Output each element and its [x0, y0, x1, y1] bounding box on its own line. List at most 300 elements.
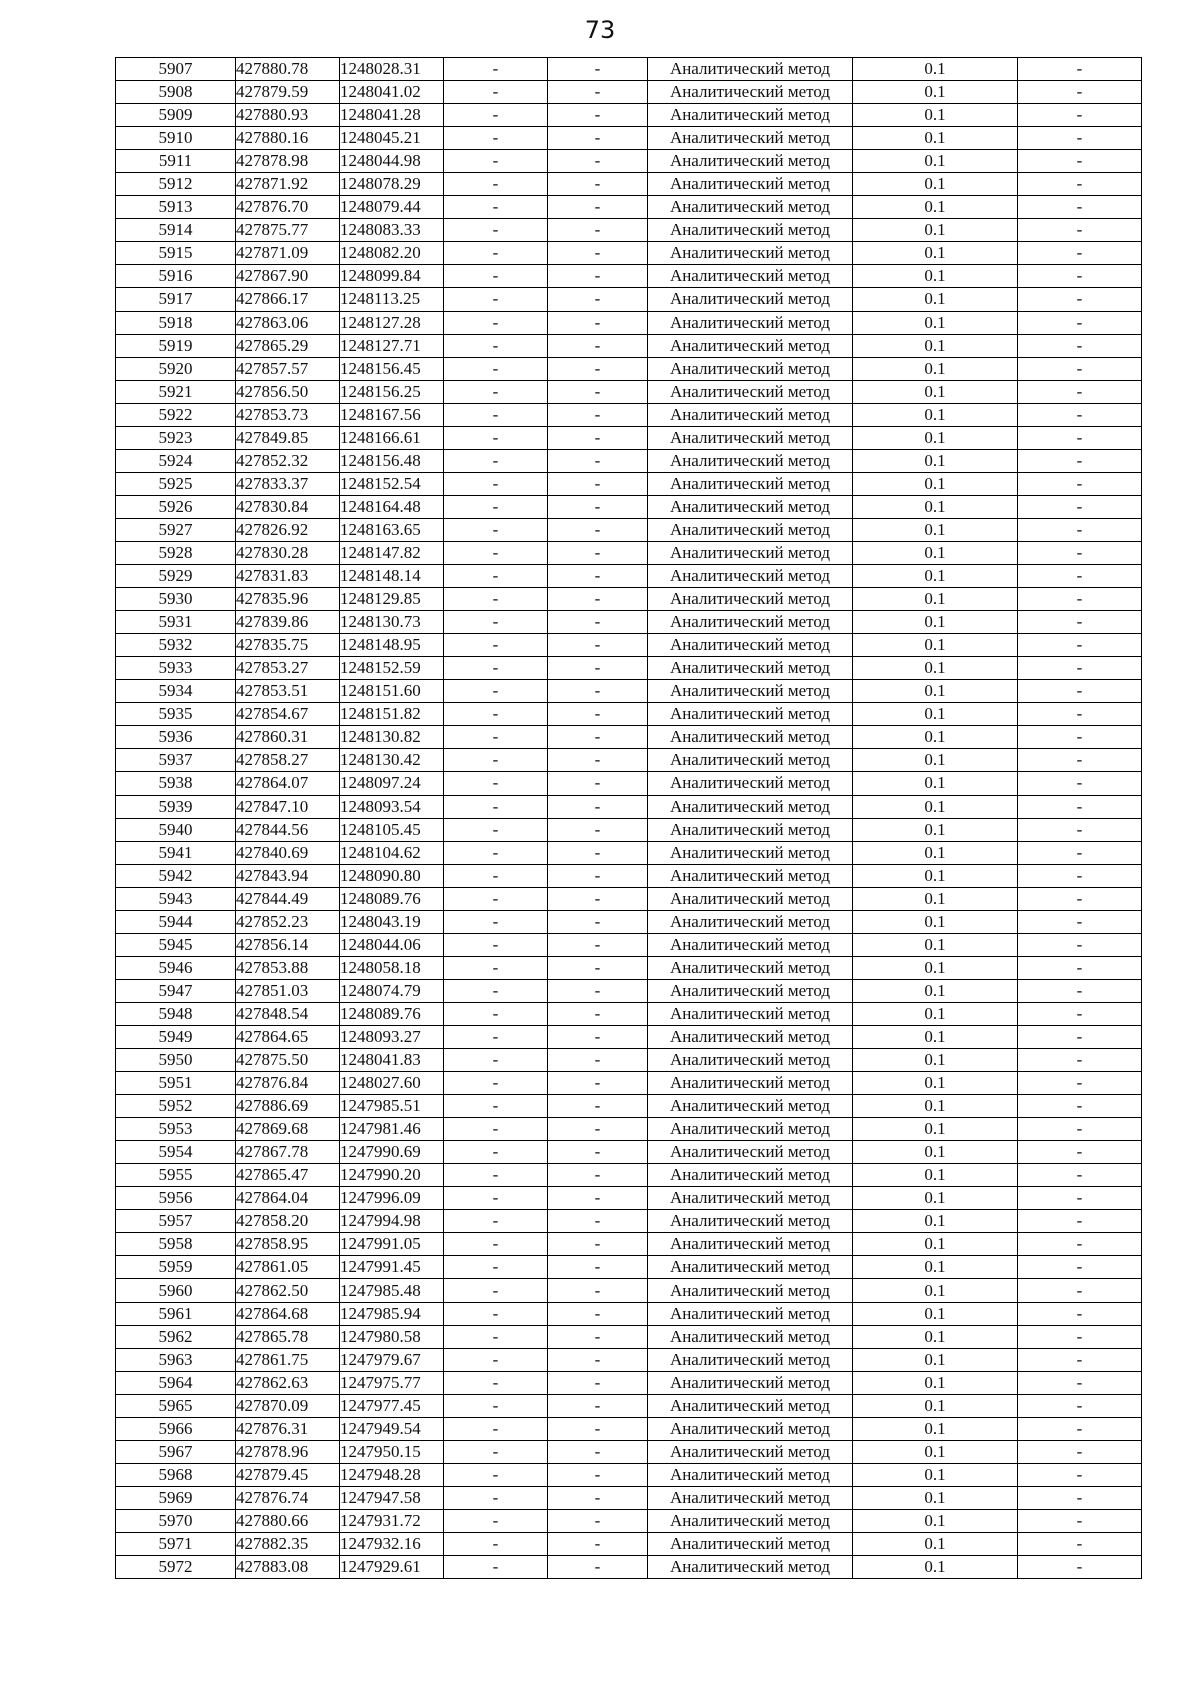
accuracy-cell: 0.1 — [853, 1187, 1018, 1210]
accuracy-cell: 0.1 — [853, 219, 1018, 242]
table-row — [116, 334, 1142, 357]
accuracy-cell: 0.1 — [853, 58, 1018, 81]
x-coordinate-cell: 427882.35 — [236, 1533, 340, 1556]
table-row — [116, 772, 1142, 795]
point-number-cell: 5923 — [116, 426, 236, 449]
accuracy-cell: 0.1 — [853, 334, 1018, 357]
empty-value-cell: - — [1018, 611, 1142, 634]
empty-value-cell: - — [444, 818, 548, 841]
y-coordinate-cell: 1248148.95 — [340, 634, 444, 657]
x-coordinate-cell: 427878.98 — [236, 150, 340, 173]
empty-value-cell: - — [548, 703, 648, 726]
accuracy-cell: 0.1 — [853, 265, 1018, 288]
y-coordinate-cell: 1248078.29 — [340, 173, 444, 196]
point-number-cell: 5927 — [116, 518, 236, 541]
empty-value-cell: - — [444, 1556, 548, 1579]
empty-value-cell: - — [1018, 334, 1142, 357]
x-coordinate-cell: 427878.96 — [236, 1440, 340, 1463]
y-coordinate-cell: 1247994.98 — [340, 1210, 444, 1233]
x-coordinate-cell: 427865.29 — [236, 334, 340, 357]
point-number-cell: 5934 — [116, 680, 236, 703]
accuracy-cell: 0.1 — [853, 1049, 1018, 1072]
x-coordinate-cell: 427862.50 — [236, 1279, 340, 1302]
empty-value-cell: - — [1018, 127, 1142, 150]
method-cell: Аналитический метод — [648, 495, 853, 518]
empty-value-cell: - — [1018, 1210, 1142, 1233]
empty-value-cell: - — [1018, 749, 1142, 772]
point-number-cell: 5962 — [116, 1325, 236, 1348]
empty-value-cell: - — [1018, 1440, 1142, 1463]
accuracy-cell: 0.1 — [853, 841, 1018, 864]
table-row — [116, 611, 1142, 634]
empty-value-cell: - — [1018, 680, 1142, 703]
y-coordinate-cell: 1248127.28 — [340, 311, 444, 334]
empty-value-cell: - — [548, 1463, 648, 1486]
table-row — [116, 495, 1142, 518]
y-coordinate-cell: 1248152.59 — [340, 657, 444, 680]
y-coordinate-cell: 1248151.60 — [340, 680, 444, 703]
method-cell: Аналитический метод — [648, 1164, 853, 1187]
empty-value-cell: - — [444, 1233, 548, 1256]
table-row — [116, 1302, 1142, 1325]
point-number-cell: 5961 — [116, 1302, 236, 1325]
empty-value-cell: - — [548, 81, 648, 104]
x-coordinate-cell: 427863.06 — [236, 311, 340, 334]
empty-value-cell: - — [1018, 1486, 1142, 1509]
empty-value-cell: - — [548, 933, 648, 956]
y-coordinate-cell: 1247990.20 — [340, 1164, 444, 1187]
empty-value-cell: - — [548, 196, 648, 219]
point-number-cell: 5951 — [116, 1072, 236, 1095]
y-coordinate-cell: 1248093.54 — [340, 795, 444, 818]
y-coordinate-cell: 1247996.09 — [340, 1187, 444, 1210]
table-row — [116, 703, 1142, 726]
empty-value-cell: - — [548, 588, 648, 611]
empty-value-cell: - — [548, 1002, 648, 1025]
y-coordinate-cell: 1247991.05 — [340, 1233, 444, 1256]
empty-value-cell: - — [548, 357, 648, 380]
y-coordinate-cell: 1248093.27 — [340, 1025, 444, 1048]
empty-value-cell: - — [548, 726, 648, 749]
y-coordinate-cell: 1247947.58 — [340, 1486, 444, 1509]
table-row — [116, 380, 1142, 403]
method-cell: Аналитический метод — [648, 403, 853, 426]
empty-value-cell: - — [548, 1279, 648, 1302]
point-number-cell: 5921 — [116, 380, 236, 403]
empty-value-cell: - — [444, 472, 548, 495]
y-coordinate-cell: 1248164.48 — [340, 495, 444, 518]
table-row — [116, 749, 1142, 772]
method-cell: Аналитический метод — [648, 1440, 853, 1463]
y-coordinate-cell: 1247985.94 — [340, 1302, 444, 1325]
empty-value-cell: - — [1018, 472, 1142, 495]
accuracy-cell: 0.1 — [853, 1233, 1018, 1256]
empty-value-cell: - — [1018, 1279, 1142, 1302]
y-coordinate-cell: 1248044.98 — [340, 150, 444, 173]
empty-value-cell: - — [1018, 1072, 1142, 1095]
x-coordinate-cell: 427876.74 — [236, 1486, 340, 1509]
x-coordinate-cell: 427880.93 — [236, 104, 340, 127]
table-row — [116, 265, 1142, 288]
y-coordinate-cell: 1248074.79 — [340, 979, 444, 1002]
empty-value-cell: - — [548, 173, 648, 196]
x-coordinate-cell: 427867.78 — [236, 1141, 340, 1164]
empty-value-cell: - — [548, 1486, 648, 1509]
x-coordinate-cell: 427886.69 — [236, 1095, 340, 1118]
empty-value-cell: - — [444, 1072, 548, 1095]
method-cell: Аналитический метод — [648, 1141, 853, 1164]
empty-value-cell: - — [1018, 242, 1142, 265]
y-coordinate-cell: 1248041.83 — [340, 1049, 444, 1072]
point-number-cell: 5953 — [116, 1118, 236, 1141]
empty-value-cell: - — [1018, 81, 1142, 104]
point-number-cell: 5971 — [116, 1533, 236, 1556]
method-cell: Аналитический метод — [648, 565, 853, 588]
x-coordinate-cell: 427851.03 — [236, 979, 340, 1002]
table-row — [116, 403, 1142, 426]
x-coordinate-cell: 427847.10 — [236, 795, 340, 818]
method-cell: Аналитический метод — [648, 1279, 853, 1302]
table-row — [116, 726, 1142, 749]
y-coordinate-cell: 1248044.06 — [340, 933, 444, 956]
accuracy-cell: 0.1 — [853, 1002, 1018, 1025]
x-coordinate-cell: 427867.90 — [236, 265, 340, 288]
point-number-cell: 5949 — [116, 1025, 236, 1048]
accuracy-cell: 0.1 — [853, 887, 1018, 910]
empty-value-cell: - — [1018, 1417, 1142, 1440]
empty-value-cell: - — [444, 104, 548, 127]
table-row — [116, 104, 1142, 127]
point-number-cell: 5957 — [116, 1210, 236, 1233]
point-number-cell: 5943 — [116, 887, 236, 910]
point-number-cell: 5938 — [116, 772, 236, 795]
y-coordinate-cell: 1247975.77 — [340, 1371, 444, 1394]
x-coordinate-cell: 427826.92 — [236, 518, 340, 541]
method-cell: Аналитический метод — [648, 426, 853, 449]
point-number-cell: 5941 — [116, 841, 236, 864]
x-coordinate-cell: 427833.37 — [236, 472, 340, 495]
empty-value-cell: - — [444, 657, 548, 680]
empty-value-cell: - — [444, 1002, 548, 1025]
empty-value-cell: - — [548, 956, 648, 979]
empty-value-cell: - — [1018, 1348, 1142, 1371]
accuracy-cell: 0.1 — [853, 196, 1018, 219]
y-coordinate-cell: 1248058.18 — [340, 956, 444, 979]
empty-value-cell: - — [548, 1256, 648, 1279]
empty-value-cell: - — [1018, 1394, 1142, 1417]
y-coordinate-cell: 1248028.31 — [340, 58, 444, 81]
method-cell: Аналитический метод — [648, 1394, 853, 1417]
empty-value-cell: - — [444, 634, 548, 657]
x-coordinate-cell: 427856.14 — [236, 933, 340, 956]
empty-value-cell: - — [548, 749, 648, 772]
empty-value-cell: - — [548, 1509, 648, 1532]
method-cell: Аналитический метод — [648, 1210, 853, 1233]
table-row — [116, 1072, 1142, 1095]
method-cell: Аналитический метод — [648, 588, 853, 611]
method-cell: Аналитический метод — [648, 81, 853, 104]
empty-value-cell: - — [444, 150, 548, 173]
point-number-cell: 5968 — [116, 1463, 236, 1486]
empty-value-cell: - — [444, 495, 548, 518]
empty-value-cell: - — [444, 196, 548, 219]
method-cell: Аналитический метод — [648, 1556, 853, 1579]
point-number-cell: 5948 — [116, 1002, 236, 1025]
accuracy-cell: 0.1 — [853, 680, 1018, 703]
coordinates-table — [115, 57, 1142, 1579]
method-cell: Аналитический метод — [648, 334, 853, 357]
empty-value-cell: - — [444, 1463, 548, 1486]
point-number-cell: 5933 — [116, 657, 236, 680]
empty-value-cell: - — [444, 1095, 548, 1118]
empty-value-cell: - — [548, 1556, 648, 1579]
point-number-cell: 5907 — [116, 58, 236, 81]
empty-value-cell: - — [1018, 403, 1142, 426]
y-coordinate-cell: 1248082.20 — [340, 242, 444, 265]
point-number-cell: 5926 — [116, 495, 236, 518]
point-number-cell: 5912 — [116, 173, 236, 196]
x-coordinate-cell: 427844.49 — [236, 887, 340, 910]
point-number-cell: 5935 — [116, 703, 236, 726]
accuracy-cell: 0.1 — [853, 1256, 1018, 1279]
empty-value-cell: - — [444, 611, 548, 634]
accuracy-cell: 0.1 — [853, 749, 1018, 772]
empty-value-cell: - — [548, 818, 648, 841]
empty-value-cell: - — [444, 288, 548, 311]
y-coordinate-cell: 1248041.28 — [340, 104, 444, 127]
empty-value-cell: - — [548, 1049, 648, 1072]
accuracy-cell: 0.1 — [853, 611, 1018, 634]
accuracy-cell: 0.1 — [853, 357, 1018, 380]
empty-value-cell: - — [548, 219, 648, 242]
method-cell: Аналитический метод — [648, 357, 853, 380]
empty-value-cell: - — [548, 841, 648, 864]
y-coordinate-cell: 1248027.60 — [340, 1072, 444, 1095]
table-row — [116, 1025, 1142, 1048]
x-coordinate-cell: 427875.77 — [236, 219, 340, 242]
empty-value-cell: - — [1018, 495, 1142, 518]
x-coordinate-cell: 427858.95 — [236, 1233, 340, 1256]
empty-value-cell: - — [1018, 1463, 1142, 1486]
empty-value-cell: - — [1018, 265, 1142, 288]
empty-value-cell: - — [1018, 565, 1142, 588]
x-coordinate-cell: 427871.92 — [236, 173, 340, 196]
table-row — [116, 1556, 1142, 1579]
table-row — [116, 956, 1142, 979]
point-number-cell: 5963 — [116, 1348, 236, 1371]
empty-value-cell: - — [444, 979, 548, 1002]
x-coordinate-cell: 427866.17 — [236, 288, 340, 311]
table-row — [116, 1049, 1142, 1072]
empty-value-cell: - — [1018, 1095, 1142, 1118]
method-cell: Аналитический метод — [648, 611, 853, 634]
point-number-cell: 5946 — [116, 956, 236, 979]
empty-value-cell: - — [548, 1072, 648, 1095]
method-cell: Аналитический метод — [648, 703, 853, 726]
accuracy-cell: 0.1 — [853, 1141, 1018, 1164]
method-cell: Аналитический метод — [648, 979, 853, 1002]
x-coordinate-cell: 427864.04 — [236, 1187, 340, 1210]
x-coordinate-cell: 427864.65 — [236, 1025, 340, 1048]
point-number-cell: 5958 — [116, 1233, 236, 1256]
table-row — [116, 1440, 1142, 1463]
method-cell: Аналитический метод — [648, 58, 853, 81]
empty-value-cell: - — [548, 657, 648, 680]
point-number-cell: 5972 — [116, 1556, 236, 1579]
x-coordinate-cell: 427862.63 — [236, 1371, 340, 1394]
table-row — [116, 311, 1142, 334]
x-coordinate-cell: 427871.09 — [236, 242, 340, 265]
accuracy-cell: 0.1 — [853, 818, 1018, 841]
method-cell: Аналитический метод — [648, 311, 853, 334]
method-cell: Аналитический метод — [648, 196, 853, 219]
accuracy-cell: 0.1 — [853, 1164, 1018, 1187]
empty-value-cell: - — [548, 288, 648, 311]
y-coordinate-cell: 1247931.72 — [340, 1509, 444, 1532]
point-number-cell: 5932 — [116, 634, 236, 657]
empty-value-cell: - — [548, 1440, 648, 1463]
x-coordinate-cell: 427876.31 — [236, 1417, 340, 1440]
table-row — [116, 219, 1142, 242]
point-number-cell: 5917 — [116, 288, 236, 311]
empty-value-cell: - — [444, 1533, 548, 1556]
method-cell: Аналитический метод — [648, 150, 853, 173]
empty-value-cell: - — [1018, 1049, 1142, 1072]
table-row — [116, 1164, 1142, 1187]
accuracy-cell: 0.1 — [853, 242, 1018, 265]
point-number-cell: 5955 — [116, 1164, 236, 1187]
x-coordinate-cell: 427844.56 — [236, 818, 340, 841]
table-row — [116, 426, 1142, 449]
method-cell: Аналитический метод — [648, 1118, 853, 1141]
empty-value-cell: - — [548, 634, 648, 657]
table-row — [116, 242, 1142, 265]
x-coordinate-cell: 427858.20 — [236, 1210, 340, 1233]
empty-value-cell: - — [444, 1394, 548, 1417]
table-row — [116, 979, 1142, 1002]
empty-value-cell: - — [444, 449, 548, 472]
empty-value-cell: - — [548, 449, 648, 472]
table-row — [116, 588, 1142, 611]
x-coordinate-cell: 427861.75 — [236, 1348, 340, 1371]
table-row — [116, 841, 1142, 864]
x-coordinate-cell: 427853.51 — [236, 680, 340, 703]
accuracy-cell: 0.1 — [853, 979, 1018, 1002]
empty-value-cell: - — [444, 242, 548, 265]
accuracy-cell: 0.1 — [853, 288, 1018, 311]
accuracy-cell: 0.1 — [853, 565, 1018, 588]
empty-value-cell: - — [444, 565, 548, 588]
empty-value-cell: - — [444, 173, 548, 196]
accuracy-cell: 0.1 — [853, 588, 1018, 611]
method-cell: Аналитический метод — [648, 634, 853, 657]
method-cell: Аналитический метод — [648, 1002, 853, 1025]
accuracy-cell: 0.1 — [853, 1325, 1018, 1348]
point-number-cell: 5922 — [116, 403, 236, 426]
x-coordinate-cell: 427857.57 — [236, 357, 340, 380]
method-cell: Аналитический метод — [648, 841, 853, 864]
table-row — [116, 127, 1142, 150]
empty-value-cell: - — [1018, 910, 1142, 933]
point-number-cell: 5913 — [116, 196, 236, 219]
empty-value-cell: - — [1018, 588, 1142, 611]
accuracy-cell: 0.1 — [853, 634, 1018, 657]
method-cell: Аналитический метод — [648, 1533, 853, 1556]
empty-value-cell: - — [1018, 956, 1142, 979]
y-coordinate-cell: 1247981.46 — [340, 1118, 444, 1141]
table-row — [116, 887, 1142, 910]
empty-value-cell: - — [1018, 1371, 1142, 1394]
method-cell: Аналитический метод — [648, 1417, 853, 1440]
method-cell: Аналитический метод — [648, 541, 853, 564]
y-coordinate-cell: 1248163.65 — [340, 518, 444, 541]
method-cell: Аналитический метод — [648, 1325, 853, 1348]
x-coordinate-cell: 427830.28 — [236, 541, 340, 564]
table-row — [116, 541, 1142, 564]
accuracy-cell: 0.1 — [853, 541, 1018, 564]
empty-value-cell: - — [444, 887, 548, 910]
accuracy-cell: 0.1 — [853, 380, 1018, 403]
y-coordinate-cell: 1247949.54 — [340, 1417, 444, 1440]
empty-value-cell: - — [444, 1417, 548, 1440]
accuracy-cell: 0.1 — [853, 864, 1018, 887]
method-cell: Аналитический метод — [648, 1302, 853, 1325]
x-coordinate-cell: 427875.50 — [236, 1049, 340, 1072]
y-coordinate-cell: 1248147.82 — [340, 541, 444, 564]
method-cell: Аналитический метод — [648, 173, 853, 196]
x-coordinate-cell: 427879.59 — [236, 81, 340, 104]
point-number-cell: 5936 — [116, 726, 236, 749]
empty-value-cell: - — [1018, 518, 1142, 541]
empty-value-cell: - — [1018, 1164, 1142, 1187]
x-coordinate-cell: 427865.78 — [236, 1325, 340, 1348]
y-coordinate-cell: 1248089.76 — [340, 887, 444, 910]
empty-value-cell: - — [1018, 1509, 1142, 1532]
method-cell: Аналитический метод — [648, 1095, 853, 1118]
x-coordinate-cell: 427853.88 — [236, 956, 340, 979]
accuracy-cell: 0.1 — [853, 1509, 1018, 1532]
point-number-cell: 5931 — [116, 611, 236, 634]
table-row — [116, 1486, 1142, 1509]
table-row — [116, 1394, 1142, 1417]
table-row — [116, 1002, 1142, 1025]
accuracy-cell: 0.1 — [853, 1072, 1018, 1095]
y-coordinate-cell: 1247991.45 — [340, 1256, 444, 1279]
empty-value-cell: - — [1018, 795, 1142, 818]
method-cell: Аналитический метод — [648, 1049, 853, 1072]
empty-value-cell: - — [1018, 887, 1142, 910]
empty-value-cell: - — [548, 1095, 648, 1118]
point-number-cell: 5944 — [116, 910, 236, 933]
y-coordinate-cell: 1248130.82 — [340, 726, 444, 749]
empty-value-cell: - — [548, 1325, 648, 1348]
method-cell: Аналитический метод — [648, 910, 853, 933]
x-coordinate-cell: 427835.96 — [236, 588, 340, 611]
method-cell: Аналитический метод — [648, 887, 853, 910]
y-coordinate-cell: 1248148.14 — [340, 565, 444, 588]
empty-value-cell: - — [1018, 1233, 1142, 1256]
empty-value-cell: - — [444, 933, 548, 956]
empty-value-cell: - — [444, 311, 548, 334]
table-row — [116, 818, 1142, 841]
accuracy-cell: 0.1 — [853, 795, 1018, 818]
y-coordinate-cell: 1248089.76 — [340, 1002, 444, 1025]
empty-value-cell: - — [444, 1118, 548, 1141]
empty-value-cell: - — [548, 864, 648, 887]
table-row — [116, 1210, 1142, 1233]
point-number-cell: 5967 — [116, 1440, 236, 1463]
accuracy-cell: 0.1 — [853, 1210, 1018, 1233]
